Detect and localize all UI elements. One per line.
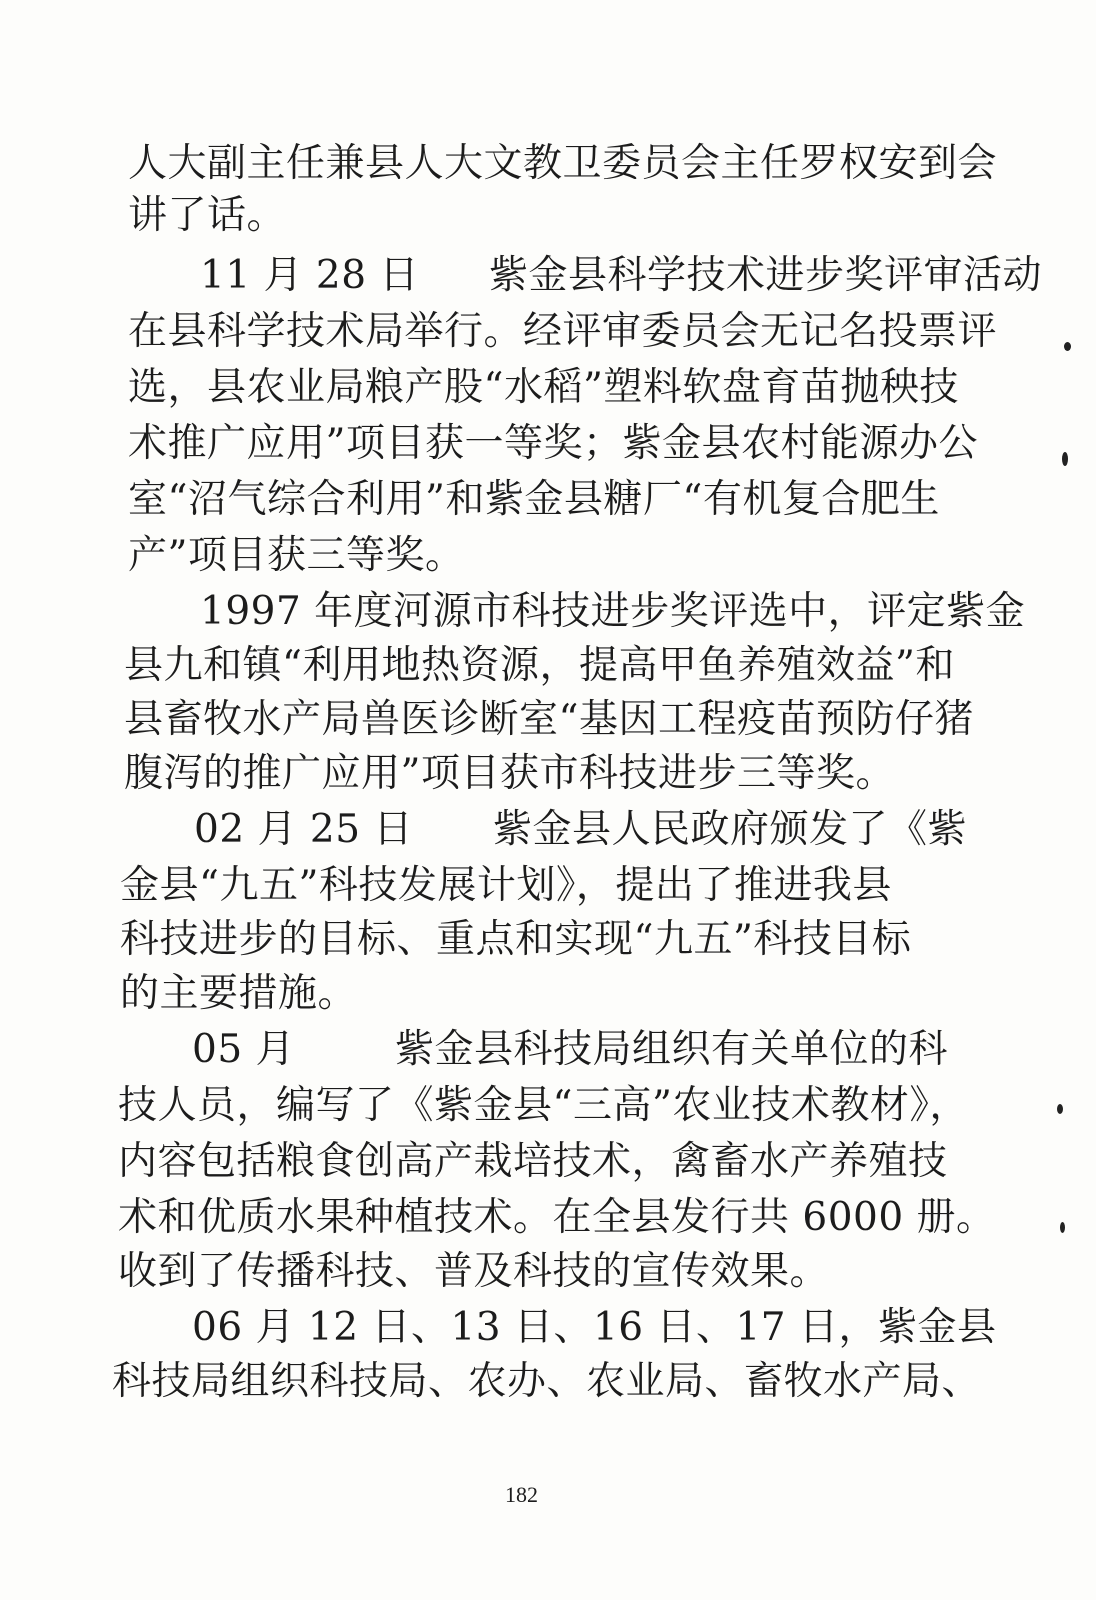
text-line: 选，县农业局粮产股“水稻”塑料软盘育苗抛秧技	[128, 365, 959, 410]
text-line: 产”项目获三等奖。	[128, 533, 465, 578]
entry-date: 05 月	[192, 1027, 296, 1072]
entry-text: 紫金县科学技术进步奖评审活动	[488, 253, 1042, 298]
entry-date: 11 月 28 日	[200, 253, 419, 298]
text-line: 的主要措施。	[120, 971, 358, 1016]
entry-date: 02 月 25 日	[194, 807, 413, 852]
text-line: 术和优质水果种植技术。在全县发行共 6000 册。	[118, 1195, 996, 1240]
entry-line	[192, 1026, 948, 1074]
text-line: 收到了传播科技、普及科技的宣传效果。	[118, 1249, 830, 1294]
text-line: 室“沼气综合利用”和紫金县糖厂“有机复合肥生	[128, 477, 940, 522]
page-number: 182	[505, 1482, 538, 1507]
text-line: 在县科学技术局举行。经评审委员会无记名投票评	[128, 309, 998, 354]
scan-speck	[1060, 1222, 1065, 1233]
text-line: 科技局组织科技局、农办、农业局、畜牧水产局、	[112, 1359, 982, 1404]
entry-line	[194, 806, 967, 854]
entry-line	[200, 252, 1042, 300]
entry-text: 紫金县人民政府颁发了《紫	[492, 807, 967, 852]
scan-speck	[1057, 1104, 1063, 1114]
text-line: 技人员，编写了《紫金县“三高”农业技术教材》，	[118, 1083, 969, 1128]
text-line: 1997 年度河源市科技进步奖评选中，评定紫金	[200, 589, 1026, 634]
text-line: 金县“九五”科技发展计划》，提出了推进我县	[120, 863, 892, 908]
text-line: 县畜牧水产局兽医诊断室“基因工程疫苗预防仔猪	[124, 697, 974, 742]
text-line: 人大副主任兼县人大文教卫委员会主任罗权安到会	[128, 141, 998, 186]
text-line: 术推广应用”项目获一等奖；紫金县农村能源办公	[128, 421, 978, 466]
text-line: 内容包括粮食创高产栽培技术，禽畜水产养殖技	[118, 1139, 948, 1184]
entry-text: 紫金县科技局组织有关单位的科	[395, 1027, 949, 1072]
text-line: 县九和镇“利用地热资源，提高甲鱼养殖效益”和	[124, 643, 955, 688]
scan-speck	[1064, 342, 1071, 351]
text-line: 06 月 12 日、13 日、16 日、17 日，紫金县	[192, 1305, 997, 1350]
text-line: 科技进步的目标、重点和实现“九五”科技目标	[120, 917, 912, 962]
text-line: 腹泻的推广应用”项目获市科技进步三等奖。	[124, 751, 895, 796]
scan-speck	[1062, 452, 1068, 466]
text-line: 讲了话。	[128, 193, 287, 238]
